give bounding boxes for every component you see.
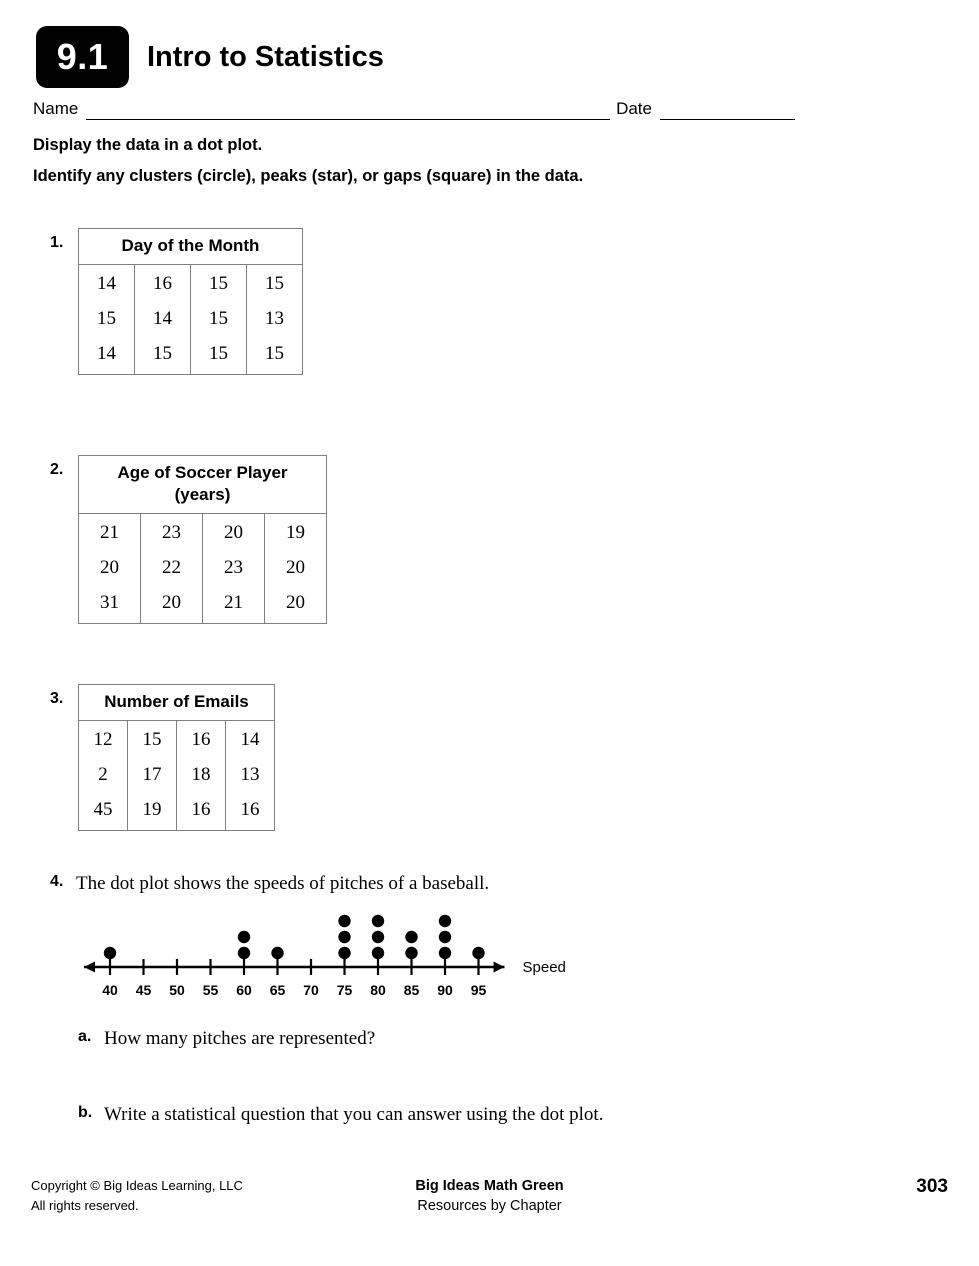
axis-tick-label: 90 bbox=[437, 982, 453, 998]
axis-tick-label: 95 bbox=[470, 982, 487, 998]
table-row bbox=[79, 265, 303, 303]
axis-tick-label: 75 bbox=[336, 982, 353, 998]
table-cell: 12 bbox=[79, 721, 128, 759]
data-table-2 bbox=[78, 455, 327, 624]
page-title: Intro to Statistics bbox=[147, 40, 384, 73]
axis-tick-label: 70 bbox=[303, 982, 319, 998]
name-input-line[interactable] bbox=[86, 105, 610, 120]
data-dot bbox=[405, 931, 417, 943]
lesson-header bbox=[36, 26, 384, 88]
axis-tick-label: 60 bbox=[236, 982, 252, 998]
table-cell: 15 bbox=[191, 337, 247, 375]
footer-copyright-line-2: All rights reserved. bbox=[31, 1198, 139, 1213]
data-dot bbox=[472, 947, 484, 959]
table-row bbox=[79, 337, 303, 375]
table-row bbox=[79, 793, 275, 831]
data-dot bbox=[338, 947, 350, 959]
table-cell: 16 bbox=[177, 793, 226, 831]
axis-label-speed: Speed bbox=[522, 959, 566, 976]
axis-tick-label: 40 bbox=[102, 982, 118, 998]
data-dot bbox=[439, 947, 451, 959]
question-4 bbox=[50, 873, 489, 895]
table-cell: 22 bbox=[141, 551, 203, 586]
table-cell: 15 bbox=[191, 265, 247, 303]
table-cell: 14 bbox=[79, 265, 135, 303]
table-row bbox=[79, 514, 327, 552]
data-table-1-header: Day of the Month bbox=[79, 229, 303, 265]
page-footer bbox=[31, 1176, 948, 1232]
table-cell: 16 bbox=[135, 265, 191, 303]
data-dot bbox=[405, 947, 417, 959]
table-cell: 45 bbox=[79, 793, 128, 831]
table-cell: 19 bbox=[265, 514, 327, 552]
table-cell: 20 bbox=[203, 514, 265, 552]
table-cell: 14 bbox=[135, 302, 191, 337]
data-dot bbox=[271, 947, 283, 959]
table-cell: 16 bbox=[177, 721, 226, 759]
page-number: 303 bbox=[916, 1176, 948, 1197]
data-dot bbox=[439, 931, 451, 943]
axis-tick-label: 45 bbox=[135, 982, 152, 998]
table-cell: 16 bbox=[226, 793, 275, 831]
data-dot bbox=[372, 931, 384, 943]
table-row bbox=[79, 758, 275, 793]
table-cell: 15 bbox=[247, 337, 303, 375]
table-cell: 15 bbox=[128, 721, 177, 759]
data-dot bbox=[372, 947, 384, 959]
axis-tick-label: 80 bbox=[370, 982, 386, 998]
footer-book-info bbox=[31, 1176, 948, 1216]
problem-1-number: 1. bbox=[50, 234, 64, 251]
table-cell: 15 bbox=[247, 265, 303, 303]
table-row bbox=[79, 551, 327, 586]
axis-arrow-right-icon bbox=[494, 962, 505, 973]
data-dot bbox=[372, 915, 384, 927]
axis-tick-label: 50 bbox=[169, 982, 185, 998]
data-dot bbox=[238, 947, 250, 959]
data-dot bbox=[238, 931, 250, 943]
lesson-number-badge bbox=[36, 26, 129, 88]
question-4-text: The dot plot shows the speeds of pitches of a baseball. bbox=[76, 873, 490, 894]
data-table-3 bbox=[78, 684, 275, 831]
table-cell: 23 bbox=[203, 551, 265, 586]
table-cell: 19 bbox=[128, 793, 177, 831]
table-cell: 14 bbox=[226, 721, 275, 759]
problem-2-number: 2. bbox=[50, 461, 64, 478]
data-table-2-header bbox=[79, 456, 327, 514]
table-cell: 23 bbox=[141, 514, 203, 552]
name-label: Name bbox=[33, 99, 79, 118]
table-cell: 20 bbox=[79, 551, 141, 586]
axis-tick-label: 55 bbox=[202, 982, 219, 998]
problem-1 bbox=[50, 228, 303, 375]
data-table-3-header: Number of Emails bbox=[79, 685, 275, 721]
part-b-text: Write a statistical question that you can answer using the dot plot. bbox=[104, 1104, 604, 1125]
table-row bbox=[79, 721, 275, 759]
table-cell: 21 bbox=[79, 514, 141, 552]
problem-2 bbox=[50, 455, 327, 624]
table-cell: 13 bbox=[247, 302, 303, 337]
table-cell: 18 bbox=[177, 758, 226, 793]
axis-tick-label: 85 bbox=[403, 982, 420, 998]
footer-book-subtitle: Resources by Chapter bbox=[417, 1198, 562, 1214]
table-cell: 31 bbox=[79, 586, 141, 624]
table-row bbox=[79, 586, 327, 624]
data-dot bbox=[338, 931, 350, 943]
table-row bbox=[79, 302, 303, 337]
data-dot bbox=[338, 915, 350, 927]
data-dot bbox=[104, 947, 116, 959]
name-date-row bbox=[33, 99, 795, 120]
table-cell: 14 bbox=[79, 337, 135, 375]
instruction-line-1: Display the data in a dot plot. bbox=[33, 136, 263, 154]
dot-plot-chart bbox=[78, 905, 578, 1000]
table-cell: 20 bbox=[265, 586, 327, 624]
question-4-part-b bbox=[78, 1104, 603, 1126]
axis-tick-label: 65 bbox=[269, 982, 286, 998]
date-input-line[interactable] bbox=[660, 105, 795, 120]
table-cell: 20 bbox=[265, 551, 327, 586]
table-cell: 15 bbox=[135, 337, 191, 375]
data-dot bbox=[439, 915, 451, 927]
footer-copyright-line-1: Copyright © Big Ideas Learning, LLC bbox=[31, 1178, 243, 1193]
data-table-1 bbox=[78, 228, 303, 375]
problem-3 bbox=[50, 684, 275, 831]
date-label: Date bbox=[616, 99, 652, 118]
lesson-number: 9.1 bbox=[56, 36, 109, 77]
part-b-label: b. bbox=[78, 1104, 93, 1121]
part-a-label: a. bbox=[78, 1028, 92, 1045]
problem-3-number: 3. bbox=[50, 690, 64, 707]
data-table-2-header-line-1: Age of Soccer Player bbox=[117, 463, 288, 482]
table-cell: 15 bbox=[191, 302, 247, 337]
question-4-part-a bbox=[78, 1028, 375, 1050]
table-cell: 21 bbox=[203, 586, 265, 624]
table-cell: 13 bbox=[226, 758, 275, 793]
table-cell: 17 bbox=[128, 758, 177, 793]
footer-book-title: Big Ideas Math Green bbox=[415, 1178, 564, 1194]
part-a-text: How many pitches are represented? bbox=[104, 1028, 376, 1049]
instruction-line-2: Identify any clusters (circle), peaks (star), or gaps (square) in the data. bbox=[33, 167, 584, 185]
table-cell: 2 bbox=[79, 758, 128, 793]
table-cell: 15 bbox=[79, 302, 135, 337]
instructions bbox=[33, 130, 583, 192]
data-table-2-header-line-2: (years) bbox=[174, 485, 231, 504]
axis-arrow-left-icon bbox=[84, 962, 95, 973]
question-4-number: 4. bbox=[50, 873, 64, 890]
table-cell: 20 bbox=[141, 586, 203, 624]
